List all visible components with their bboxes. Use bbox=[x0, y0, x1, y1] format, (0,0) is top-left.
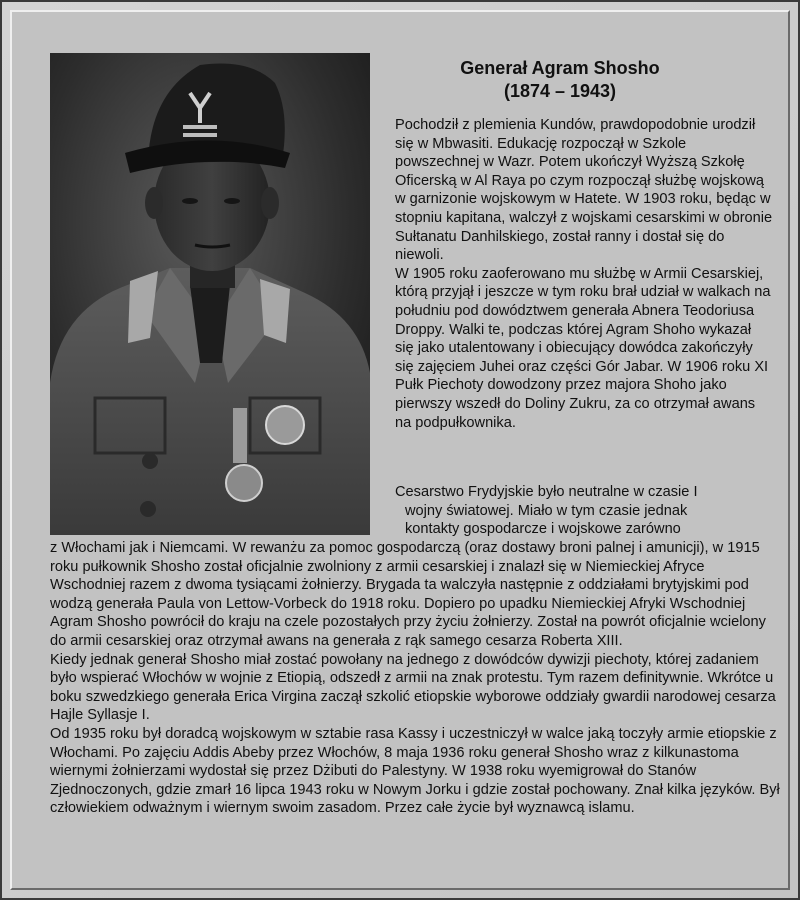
title-dates: (1874 – 1943) bbox=[503, 81, 617, 101]
page-title bbox=[395, 57, 725, 103]
medal bbox=[226, 465, 262, 501]
title-name: Generał Agram Shosho bbox=[460, 58, 660, 78]
badge-round bbox=[266, 406, 304, 444]
paragraph-3-line: kontakty gospodarcze i wojskowe zarówno bbox=[405, 521, 681, 538]
paragraph-1: Pochodził z plemienia Kundów, prawdopodobnie urodził się w Mbwasiti. Edukację rozpoczął w Szkole powszechnej w Wazr. Potem ukończył Wyższą Szkołę Oficerską w Al Raya po czym rozpoczął służbę wojskową w garnizonie wojskowym w Hatete. W 1903 roku, będąc w stopniu kapitana, walczył z wojskami cesarskimi w obronie Sułtanatu Danhilskiego, został ranny i dostał się do niewoli. bbox=[395, 117, 773, 264]
paragraph-3-top bbox=[395, 483, 773, 539]
paragraph-3-line: wojny światowej. Miało w tym czasie jednak bbox=[405, 502, 688, 519]
portrait-illustration bbox=[50, 53, 370, 535]
paragraph-3-line: Cesarstwo Frydyjskie było neutralne w czasie I bbox=[395, 484, 698, 500]
paragraph-3-rest: z Włochami jak i Niemcami. W rewanżu za pomoc gospodarczą (oraz dostawy broni palnej i amunicji), w 1915 roku pułkownik Shosho został oficjalnie zwolniony z armii cesarskiej i znalazł się w Niemieckiej Afryce Wschodniej razem z dwoma tysiącami żołnierzy. Brygada ta walczyła następnie z oddziałami brytyjskimi pod wodzą generała Paula von Lettow-Vorbeck do 1918 roku. Dopiero po upadku Niemieckiej Afryki Wschodniej Agram Shosho powrócił do kraju na czele pozostałych przy życiu żołnierzy. Został na powrót oficjalnie wcielony do armii cesarskiej oraz otrzymał awans na generała z rąk samego cesarza Roberta XIII. bbox=[50, 540, 766, 649]
paragraph-5: Od 1935 roku był doradcą wojskowym w sztabie rasa Kassy i uczestniczył w walce jaką toczyły armie etiopskie z Włochami. Po zajęciu Addis Abeby przez Włochów, 8 maja 1936 roku generał Shosho wraz z kilkunastoma wiernymi żołnierzami wydostał się przez Dżibuti do Palestyny. W 1938 roku wyemigrował do Stanów Zjednoczonych, gdzie zmarł 16 lipca 1943 roku w Nowym Jorku i gdzie został pochowany. Znał kilka języków. Był człowiekiem odważnym i wiernym swoim zasadom. Przez całe życie był wyznawcą islamu. bbox=[50, 725, 780, 817]
medal-ribbon bbox=[233, 408, 247, 463]
portrait-photo bbox=[50, 53, 370, 535]
paragraph-2: W 1905 roku zaoferowano mu służbę w Armii Cesarskiej, którą przyjął i jeszcze w tym roku brał udział w walkach na południu pod dowództwem generała Abnera Teodoriusa Droppy. Walki te, podczas której Agram Shoho wykazał się jako utalentowany i obiecujący dowódca zakończyły się zajęciem Juhei oraz części Gór Jabar. W 1906 roku XI Pułk Piechoty dowodzony przez majora Shoho jako pierwszy wszedł do Doliny Zukru, za co otrzymał awans na podpułkownika. bbox=[395, 265, 771, 431]
paragraph-4: Kiedy jednak generał Shosho miał zostać powołany na jednego z dowódców dywizji piechoty, której zadaniem było wspierać Włochów w wojnie z Etiopią, odszedł z armii na znak protestu. Tym razem definitywnie. Wkrótce u boku szwedzkiego generała Erica Virgina zaczął szkolić etiopskie wyborowe oddziały gwardii narodowej cesarza Hajle Syllasje I. bbox=[50, 651, 776, 724]
full-width-text bbox=[50, 539, 780, 818]
right-column-text bbox=[395, 116, 773, 432]
